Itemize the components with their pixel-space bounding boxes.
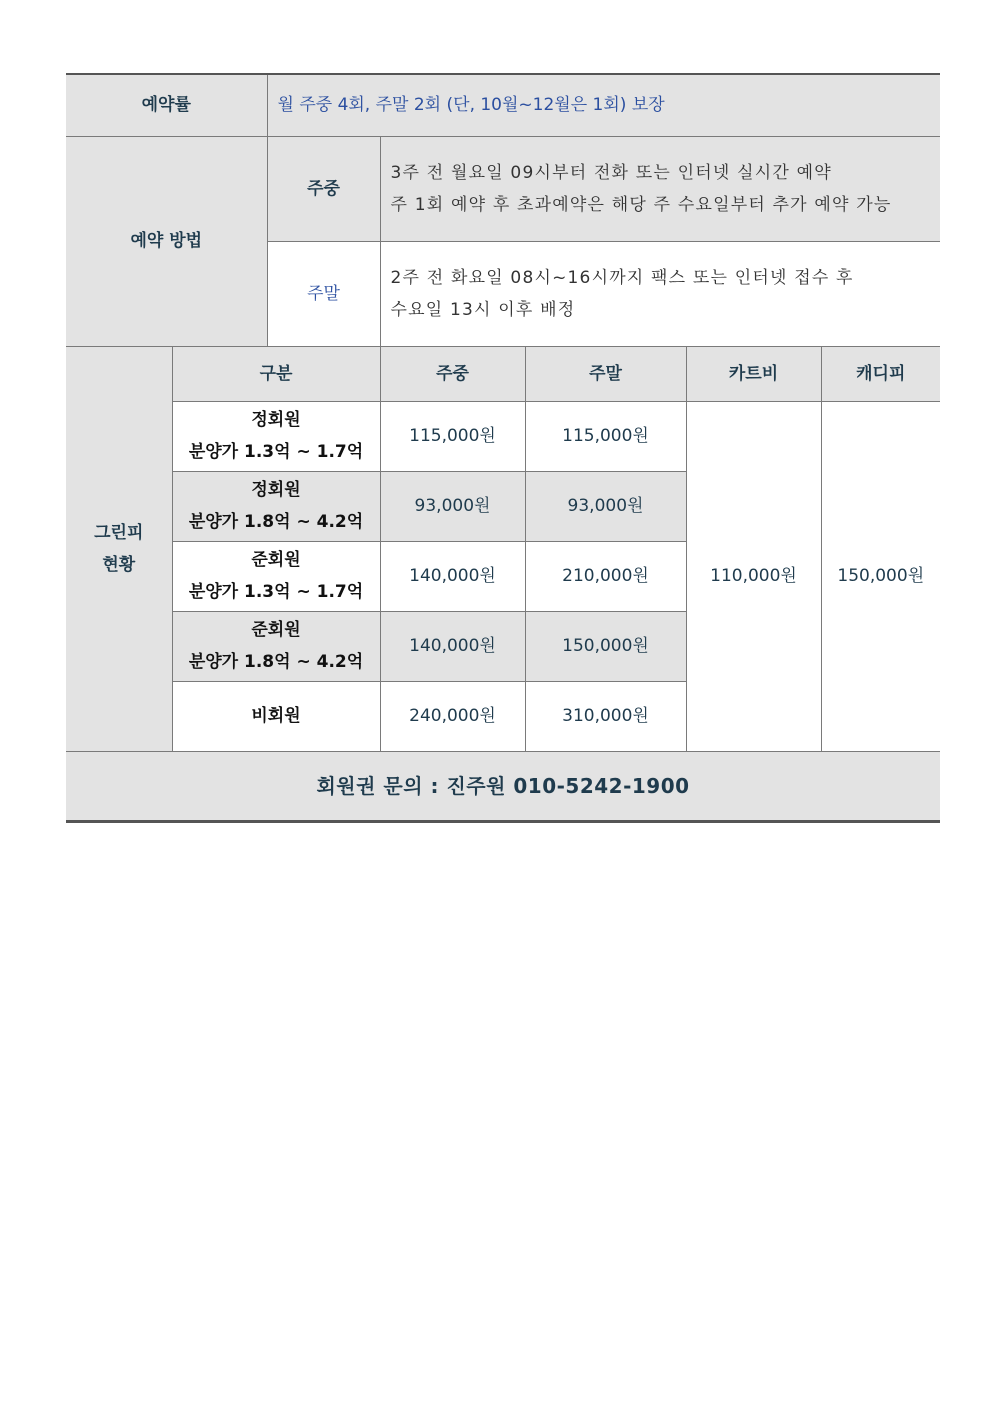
member-type: 정회원	[251, 410, 301, 430]
member-type: 준회원	[251, 620, 301, 640]
member-type-cell	[172, 401, 380, 471]
weekend-fee: 115,000원	[525, 401, 686, 471]
method-label: 예약 방법	[66, 136, 267, 346]
weekday-fee: 140,000원	[380, 541, 525, 611]
weekend-fee: 93,000원	[525, 471, 686, 541]
weekend-fee: 210,000원	[525, 541, 686, 611]
greenfee-label-line2: 현황	[102, 554, 136, 575]
header-cart-fee: 카트비	[686, 346, 821, 401]
rate-text: 월 주중 4회, 주말 2회 (단, 10월~12월은 1회) 보장	[267, 74, 940, 136]
method-weekday-text	[380, 136, 940, 241]
weekday-fee: 93,000원	[380, 471, 525, 541]
method-weekday-line2: 주 1회 예약 후 초과예약은 해당 주 수요일부터 추가 예약 가능	[390, 194, 892, 215]
golf-info-document	[66, 73, 940, 823]
header-category: 구분	[172, 346, 380, 401]
member-type-cell	[172, 471, 380, 541]
member-type-cell	[172, 681, 380, 751]
weekday-fee: 115,000원	[380, 401, 525, 471]
method-weekend-line2: 수요일 13시 이후 배정	[390, 299, 576, 320]
member-price-range: 분양가 1.8억 ~ 4.2억	[188, 512, 364, 532]
cart-fee: 110,000원	[686, 401, 821, 751]
weekday-fee: 140,000원	[380, 611, 525, 681]
weekend-fee: 150,000원	[525, 611, 686, 681]
member-price-range: 분양가 1.3억 ~ 1.7억	[188, 442, 364, 462]
header-weekday: 주중	[380, 346, 525, 401]
greenfee-label-line1: 그린피	[94, 522, 144, 543]
member-type-cell	[172, 611, 380, 681]
info-table	[66, 73, 940, 823]
weekend-fee: 310,000원	[525, 681, 686, 751]
method-weekend-text	[380, 241, 940, 346]
method-weekday-line1: 3주 전 월요일 09시부터 전화 또는 인터넷 실시간 예약	[390, 162, 832, 183]
method-weekday-label: 주중	[267, 136, 380, 241]
method-weekend-line1: 2주 전 화요일 08시~16시까지 팩스 또는 인터넷 접수 후	[390, 267, 854, 288]
table-row	[66, 401, 940, 471]
header-weekend: 주말	[525, 346, 686, 401]
member-type: 비회원	[251, 706, 301, 726]
caddie-fee: 150,000원	[821, 401, 940, 751]
member-price-range: 분양가 1.8억 ~ 4.2억	[188, 652, 364, 672]
contact-footer: 회원권 문의 : 진주원 010-5242-1900	[66, 751, 940, 821]
header-caddie-fee: 캐디피	[821, 346, 940, 401]
method-weekend-label: 주말	[267, 241, 380, 346]
member-price-range: 분양가 1.3억 ~ 1.7억	[188, 582, 364, 602]
weekday-fee: 240,000원	[380, 681, 525, 751]
greenfee-label	[66, 346, 172, 751]
rate-label: 예약률	[66, 74, 267, 136]
member-type-cell	[172, 541, 380, 611]
member-type: 준회원	[251, 550, 301, 570]
member-type: 정회원	[251, 480, 301, 500]
